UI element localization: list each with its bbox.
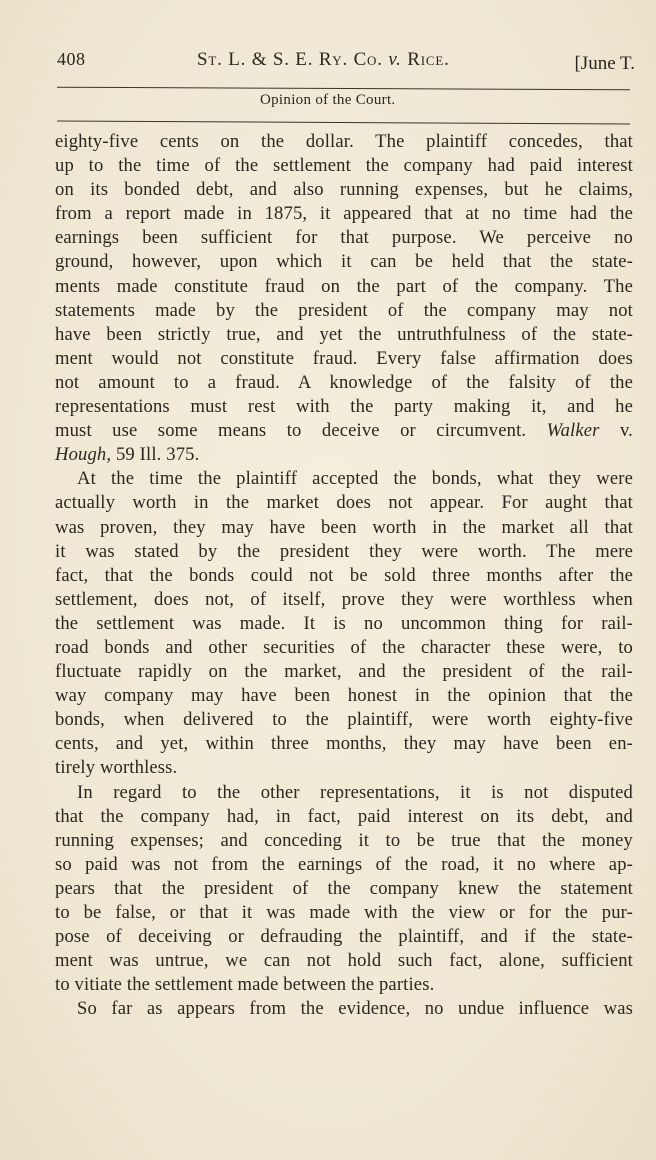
- text-line: pears that the president of the company knew the statement: [55, 877, 633, 899]
- term-label: [June T.: [574, 53, 635, 74]
- page-number: 408: [57, 49, 86, 69]
- text-line: statements made by the president of the company may not: [55, 299, 633, 321]
- case-citation-name: Walker: [546, 420, 600, 442]
- text-line: not amount to a fraud. A knowledge of the falsity of the: [55, 371, 633, 393]
- header-rule-bottom: [57, 120, 630, 124]
- case-title-respondent: Rice.: [407, 49, 450, 70]
- text-line: running expenses; and conceding it to be true that the money: [55, 829, 633, 851]
- text-line: road bonds and other securities of the character these were, to: [55, 636, 633, 658]
- text-line: representations must rest with the party making it, and he: [55, 396, 633, 418]
- text-line: tirely worthless.: [55, 757, 178, 779]
- header-rule-top: [57, 87, 630, 91]
- text-line: earnings been sufficient for that purpose. We perceive no: [55, 227, 633, 249]
- case-citation-reference: 59 Ill. 375.: [115, 444, 200, 466]
- paragraph: [55, 130, 633, 467]
- text-line: was proven, they may have been worth in the market all that: [55, 516, 633, 538]
- text-line: have been strictly true, and yet the untruthfulness of the state-: [55, 323, 633, 345]
- text-line: on its bonded debt, and also running expenses, but he claims,: [55, 179, 633, 201]
- text-line: that the company had, in fact, paid interest on its debt, and: [55, 805, 633, 827]
- text-line: fact, that the bonds could not be sold three months after the: [55, 564, 633, 586]
- text-line: [55, 443, 633, 467]
- paragraph: [55, 781, 633, 998]
- text-line: to vitiate the settlement made between the parties.: [55, 974, 435, 996]
- text-line: actually worth in the market does not appear. For aught that: [55, 492, 633, 514]
- section-heading: Opinion of the Court.: [260, 92, 396, 108]
- text-line: it was stated by the president they were worth. The mere: [55, 540, 633, 562]
- case-title-parties: St. L. & S. E. Ry. Co.: [197, 49, 383, 70]
- text-fragment: v.: [619, 420, 633, 442]
- text-line: to be false, or that it was made with the view or for the pur-: [55, 902, 633, 923]
- text-line: ground, however, upon which it can be held that the state-: [55, 251, 633, 273]
- case-citation-name: Hough,: [55, 444, 112, 466]
- text-line: from a report made in 1875, it appeared that at no time had the: [55, 203, 633, 225]
- paragraph: [55, 997, 633, 1021]
- text-line: So far as appears from the evidence, no undue influence was: [77, 998, 633, 1020]
- paragraph: [55, 467, 633, 780]
- text-line: ments made constitute fraud on the part of the company. The: [55, 275, 633, 297]
- text-line: In regard to the other representations, it is not disputed: [77, 781, 633, 803]
- text-line: cents, and yet, within three months, they may have been en-: [55, 733, 633, 755]
- text-line: so paid was not from the earnings of the road, it no where ap-: [55, 853, 633, 875]
- text-line: At the time the plaintiff accepted the bonds, what they were: [77, 468, 633, 490]
- text-line: way company may have been honest in the opinion that the: [55, 685, 633, 707]
- case-title: [197, 49, 450, 71]
- text-line: ment would not constitute fraud. Every false affirmation does: [55, 347, 633, 369]
- text-fragment: must use some means to deceive or circumvent.: [55, 420, 527, 442]
- text-line: [55, 419, 633, 443]
- text-line: settlement, does not, of itself, prove they were worthless when: [55, 588, 633, 610]
- text-line: ment was untrue, we can not hold such fact, alone, sufficient: [55, 950, 633, 972]
- body-text: [55, 130, 633, 1021]
- text-line: up to the time of the settlement the company had paid interest: [55, 155, 633, 177]
- case-title-versus: v.: [388, 49, 402, 70]
- text-line: the settlement was made. It is no uncommon thing for rail-: [55, 612, 633, 634]
- text-line: eighty-five cents on the dollar. The plaintiff concedes, that: [55, 131, 633, 152]
- text-line: fluctuate rapidly on the market, and the president of the rail-: [55, 661, 633, 683]
- running-head: [57, 45, 635, 79]
- text-line: bonds, when delivered to the plaintiff, were worth eighty-five: [55, 709, 633, 731]
- text-line: pose of deceiving or defrauding the plaintiff, and if the state-: [55, 926, 633, 948]
